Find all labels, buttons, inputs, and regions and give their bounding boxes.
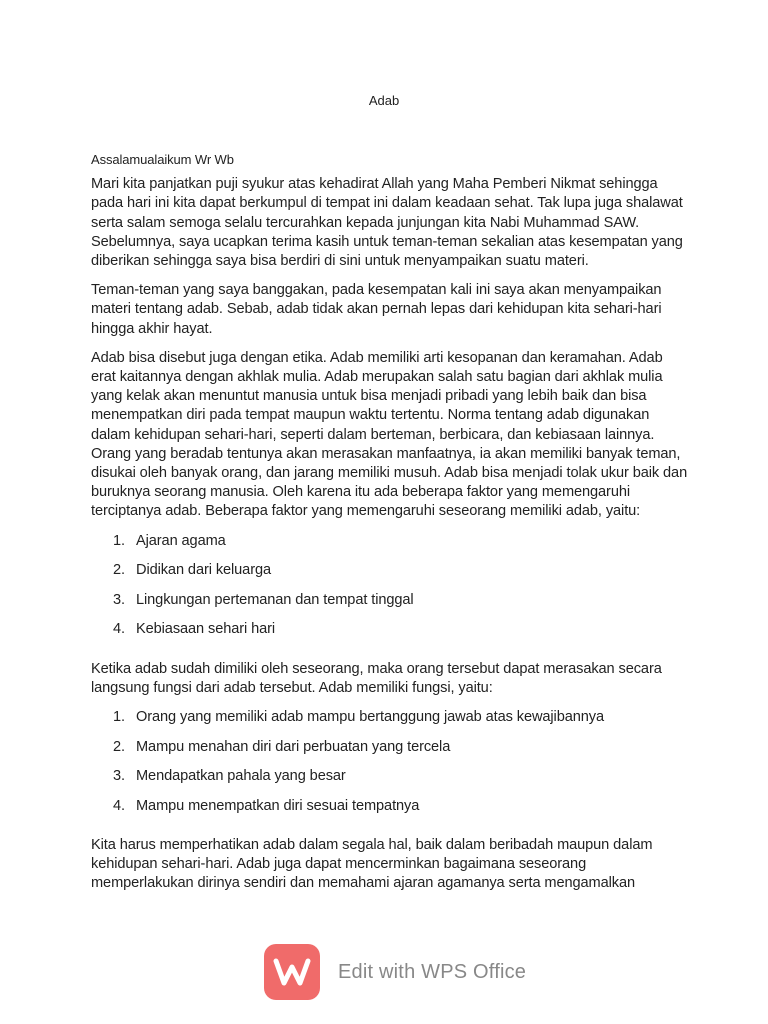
list-number: 4. — [113, 621, 125, 638]
list-item — [91, 591, 691, 621]
list-text: Mampu menempatkan diri sesuai tempatnya — [136, 797, 420, 814]
paragraph: Ketika adab sudah dimiliki oleh seseorang, maka orang tersebut dapat merasakan secara langsung fungsi dari adab tersebut. Adab memiliki fungsi, yaitu: — [91, 660, 662, 696]
list-item — [91, 620, 691, 650]
list-item — [91, 561, 691, 591]
list-item — [91, 738, 691, 768]
list-text: Mendapatkan pahala yang besar — [136, 768, 346, 785]
list-number: 1. — [113, 709, 125, 726]
greeting: Assalamualaikum Wr Wb — [91, 152, 234, 167]
edit-with-wps-button[interactable] — [264, 943, 526, 1001]
paragraph: Adab bisa disebut juga dengan etika. Adab memiliki arti kesopanan dan keramahan. Adab erat kaitannya dengan akhlak mulia. Adab merupakan salah satu bagian dari akhlak mulia yang kelak akan menuntut manusia untuk bisa menjadi pribadi yang lebih baik dan bisa menempatkan diri pada tempat maupun waktu tertentu. Norma tentang adab digunakan dalam kehidupan sehari-hari, seperti dalam berteman, berbicara, dan kebiasaan lainnya. Orang yang beradab tentunya akan merasakan manfaatnya, ia akan memiliki banyak teman, disukai oleh banyak orang, dan jarang memiliki musuh. Adab bisa menjadi tolak ukur baik dan buruknya seorang manusia. Oleh karena itu ada beberapa faktor yang memengaruhi terciptanya adab. Beberapa faktor yang memengaruhi seseorang memiliki adab, yaitu: — [91, 349, 688, 520]
list-number: 3. — [113, 768, 125, 785]
list-number: 4. — [113, 797, 125, 814]
list-item — [91, 532, 691, 562]
list-number: 1. — [113, 532, 125, 549]
list-text: Lingkungan pertemanan dan tempat tinggal — [136, 591, 414, 608]
paragraph: Teman-teman yang saya banggakan, pada kesempatan kali ini saya akan menyampaikan materi tentang adab. Sebab, adab tidak akan pernah lepas dari kehidupan kita sehari-hari hingga akhir hayat. — [91, 282, 662, 337]
function-list — [91, 708, 691, 826]
list-number: 2. — [113, 738, 125, 755]
list-item — [91, 767, 691, 797]
list-number: 2. — [113, 562, 125, 579]
paragraph: Kita harus memperhatikan adab dalam segala hal, baik dalam beribadah maupun dalam kehidupan sehari-hari. Adab juga dapat mencerminkan bagaimana seseorang memperlakukan dirinya sendiri dan memahami ajaran agamanya serta mengamalkan — [91, 837, 653, 892]
list-text: Orang yang memiliki adab mampu bertanggung jawab atas kewajibannya — [136, 709, 604, 726]
factor-list — [91, 532, 691, 650]
list-item — [91, 797, 691, 827]
list-text: Mampu menahan diri dari perbuatan yang tercela — [136, 738, 451, 755]
list-text: Ajaran agama — [136, 532, 226, 549]
list-text: Kebiasaan sehari hari — [136, 621, 276, 638]
list-text: Didikan dari keluarga — [136, 562, 271, 579]
paragraph: Mari kita panjatkan puji syukur atas kehadirat Allah yang Maha Pemberi Nikmat sehingga pada hari ini kita dapat berkumpul di tempat ini dalam keadaan sehat. Tak lupa juga shalawat serta salam semoga selalu tercurahkan kepada junjungan kita Nabi Muhammad SAW. Sebelumnya, saya ucapkan terima kasih untuk teman-teman sekalian atas kesempatan yang diberikan sehingga saya bisa berdiri di sini untuk menyampaikan suatu materi. — [91, 176, 683, 270]
list-item — [91, 708, 691, 738]
document-title: Adab — [368, 93, 400, 108]
list-number: 3. — [113, 591, 125, 608]
wps-logo-icon — [264, 944, 320, 1000]
document-body — [91, 150, 691, 904]
wps-banner-label: Edit with WPS Office — [338, 960, 527, 983]
